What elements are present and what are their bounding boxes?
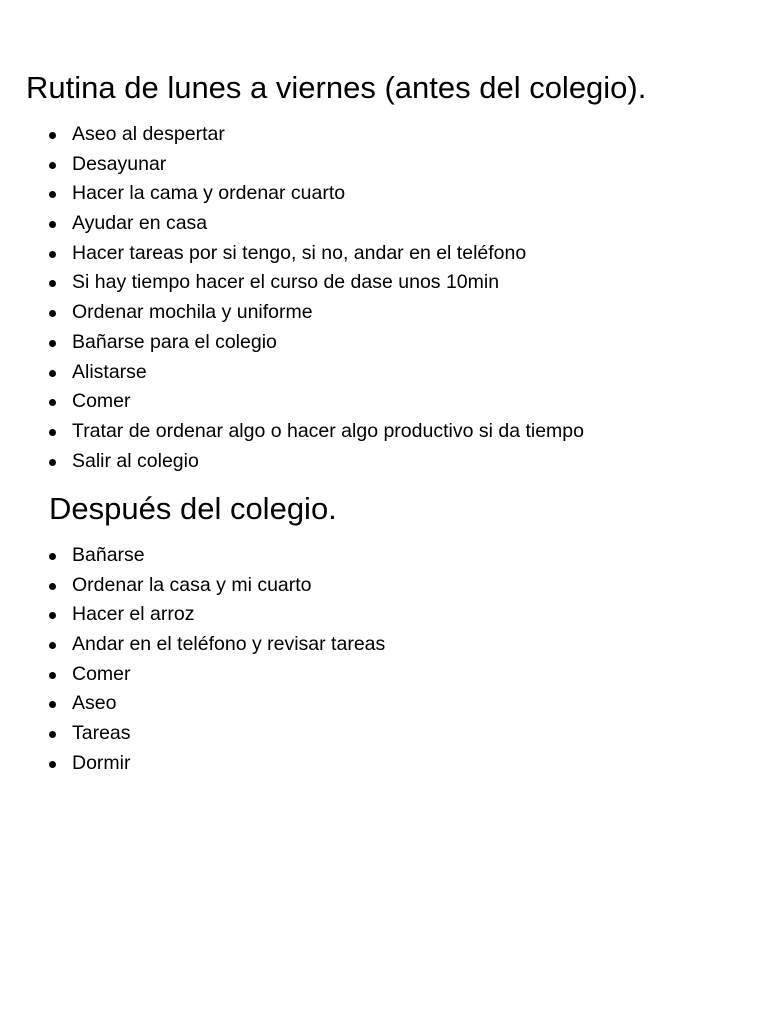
list-item (0, 179, 584, 209)
list-item-text: Hacer el arroz (72, 603, 195, 626)
list-item (0, 749, 385, 779)
list-item-text: Ordenar la casa y mi cuarto (72, 573, 312, 596)
bullet-icon (49, 672, 56, 679)
list-item (0, 239, 584, 269)
bullet-icon (49, 731, 56, 738)
list-item-text: Salir al colegio (72, 449, 199, 472)
list-item-text: Aseo (72, 692, 117, 715)
list-item-text: Bañarse (72, 544, 145, 566)
list-item (0, 600, 385, 630)
list-item (0, 689, 385, 719)
list-item (0, 719, 385, 749)
list-item-text: Hacer tareas por si tengo, si no, andar en el teléfono (72, 241, 527, 264)
routine-list-after-school (0, 541, 385, 779)
list-item-text: Dormir (72, 751, 131, 774)
list-item-text: Alistarse (72, 360, 147, 383)
list-item-text: Comer (72, 662, 131, 685)
bullet-icon (49, 132, 56, 139)
list-item (0, 417, 584, 447)
bullet-icon (49, 429, 56, 436)
bullet-icon (49, 191, 56, 198)
bullet-icon (49, 310, 56, 317)
bullet-icon (49, 280, 56, 287)
bullet-icon (49, 162, 56, 169)
bullet-icon (49, 370, 56, 377)
list-item (0, 120, 584, 150)
bullet-icon (49, 701, 56, 708)
list-item-text: Desayunar (72, 152, 167, 175)
bullet-icon (49, 761, 56, 768)
list-item-text: Aseo al despertar (72, 123, 225, 145)
bullet-icon (49, 399, 56, 406)
list-item-text: Si hay tiempo hacer el curso de dase unos 10min (72, 271, 500, 294)
bullet-icon (49, 583, 56, 590)
routine-list-before-school (0, 120, 584, 476)
list-item (0, 660, 385, 690)
bullet-icon (49, 459, 56, 466)
list-item (0, 630, 385, 660)
section-title-after-school: Después del colegio. (49, 491, 337, 526)
list-item-text: Ordenar mochila y uniforme (72, 301, 313, 324)
list-item-text: Comer (72, 390, 131, 413)
bullet-icon (49, 221, 56, 228)
list-item (0, 150, 584, 180)
list-item (0, 328, 584, 358)
list-item-text: Ayudar en casa (72, 212, 208, 235)
list-item (0, 209, 584, 239)
bullet-icon (49, 612, 56, 619)
list-item-text: Andar en el teléfono y revisar tareas (72, 633, 386, 656)
list-item-text: Tratar de ordenar algo o hacer algo productivo si da tiempo (72, 419, 584, 442)
bullet-icon (49, 251, 56, 258)
list-item (0, 298, 584, 328)
list-item (0, 358, 584, 388)
section-title-before-school: Rutina de lunes a viernes (antes del colegio). (26, 70, 647, 105)
list-item (0, 447, 584, 477)
list-item-text: Bañarse para el colegio (72, 330, 277, 353)
list-item-text: Hacer la cama y ordenar cuarto (72, 182, 346, 205)
list-item (0, 571, 385, 601)
bullet-icon (49, 642, 56, 649)
list-item (0, 387, 584, 417)
bullet-icon (49, 553, 56, 560)
list-item (0, 268, 584, 298)
bullet-icon (49, 340, 56, 347)
list-item (0, 541, 385, 571)
list-item-text: Tareas (72, 722, 131, 745)
